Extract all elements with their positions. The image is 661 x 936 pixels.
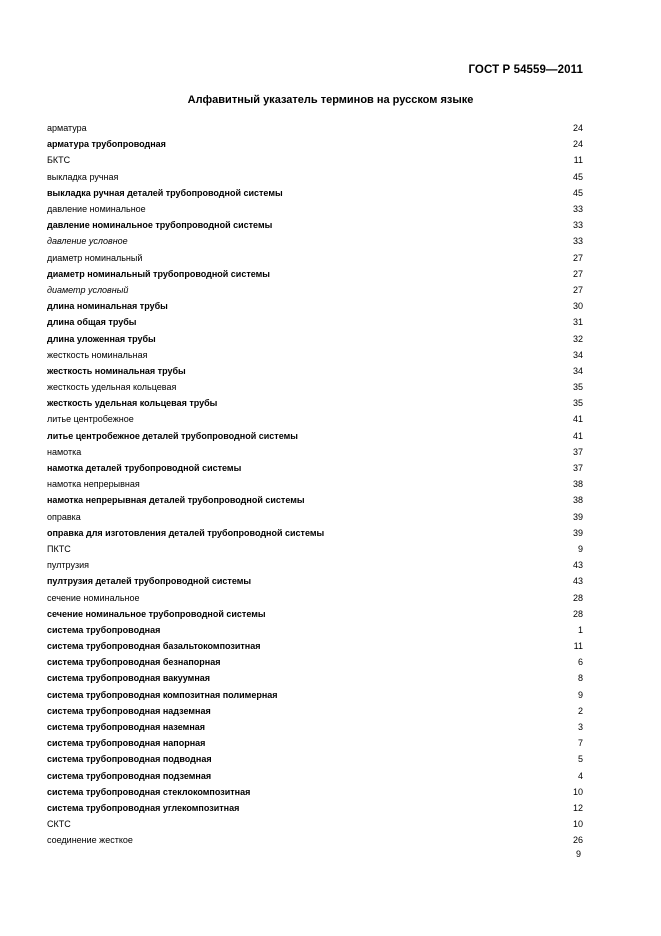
index-term: диаметр номинальный трубопроводной системы bbox=[47, 268, 270, 279]
index-entry bbox=[47, 654, 583, 670]
index-page-ref: 39 bbox=[572, 527, 583, 538]
index-term: давление номинальное bbox=[47, 204, 146, 215]
index-page-ref: 43 bbox=[572, 576, 583, 587]
index-entry bbox=[47, 217, 583, 233]
index-term: арматура bbox=[47, 123, 87, 134]
index-entry bbox=[47, 428, 583, 444]
index-page-ref: 27 bbox=[572, 268, 583, 279]
index-term: система трубопроводная базальтокомпозитная bbox=[47, 641, 261, 652]
index-term: литье центробежное деталей трубопроводной системы bbox=[47, 430, 298, 441]
index-term: давление номинальное трубопроводной системы bbox=[47, 220, 273, 231]
index-page-ref: 32 bbox=[572, 333, 583, 344]
index-entry bbox=[47, 573, 583, 589]
index-term: диаметр номинальный bbox=[47, 252, 143, 263]
index-page-ref: 11 bbox=[573, 641, 583, 652]
document-code: ГОСТ Р 54559—2011 bbox=[468, 64, 583, 76]
index-term: система трубопроводная вакуумная bbox=[47, 673, 211, 684]
index-entry bbox=[47, 363, 583, 379]
index-term: давление условное bbox=[47, 236, 128, 247]
index-page-ref: 38 bbox=[572, 495, 583, 506]
index-term: ПКТС bbox=[47, 543, 71, 554]
index-entry bbox=[47, 670, 583, 686]
index-entry bbox=[47, 525, 583, 541]
index-entry bbox=[47, 638, 583, 654]
index-term: система трубопроводная надземная bbox=[47, 705, 211, 716]
index-page-ref: 24 bbox=[572, 139, 583, 150]
index-entry bbox=[47, 298, 583, 314]
index-entry bbox=[47, 330, 583, 346]
index-term: пултрузия bbox=[47, 560, 89, 571]
index-page-ref: 27 bbox=[572, 284, 583, 295]
index-page-ref: 34 bbox=[572, 349, 583, 360]
index-entry bbox=[47, 816, 583, 832]
index-entry bbox=[47, 185, 583, 201]
index-entry bbox=[47, 589, 583, 605]
index-term: намотка непрерывная bbox=[47, 479, 140, 490]
index-term: система трубопроводная bbox=[47, 624, 161, 635]
index-entry bbox=[47, 460, 583, 476]
index-entry bbox=[47, 411, 583, 427]
index-term: система трубопроводная композитная полимерная bbox=[47, 689, 278, 700]
index-term: система трубопроводная подводная bbox=[47, 754, 212, 765]
index-term: жесткость номинальная bbox=[47, 349, 148, 360]
index-entry bbox=[47, 266, 583, 282]
index-page-ref: 41 bbox=[572, 430, 583, 441]
index-entry bbox=[47, 395, 583, 411]
term-index-list bbox=[47, 120, 583, 848]
index-term: длина уложенная трубы bbox=[47, 333, 156, 344]
index-term: СКТС bbox=[47, 819, 71, 830]
index-title: Алфавитный указатель терминов на русском языке bbox=[187, 94, 474, 106]
index-entry bbox=[47, 347, 583, 363]
index-page-ref: 35 bbox=[572, 398, 583, 409]
index-page-ref: 41 bbox=[572, 414, 583, 425]
index-page-ref: 33 bbox=[572, 236, 583, 247]
index-term: пултрузия деталей трубопроводной системы bbox=[47, 576, 252, 587]
index-term: арматура трубопроводная bbox=[47, 139, 166, 150]
index-page-ref: 26 bbox=[572, 835, 583, 846]
index-entry bbox=[47, 152, 583, 168]
index-term: система трубопроводная безнапорная bbox=[47, 657, 221, 668]
index-entry bbox=[47, 233, 583, 249]
index-term: система трубопроводная наземная bbox=[47, 722, 206, 733]
index-page-ref: 10 bbox=[572, 786, 583, 797]
index-entry bbox=[47, 509, 583, 525]
index-page-ref: 7 bbox=[577, 738, 583, 749]
index-page-ref: 38 bbox=[572, 479, 583, 490]
index-entry bbox=[47, 735, 583, 751]
index-entry bbox=[47, 800, 583, 816]
index-page-ref: 39 bbox=[572, 511, 583, 522]
index-entry bbox=[47, 169, 583, 185]
index-entry bbox=[47, 784, 583, 800]
index-term: соединение жесткое bbox=[47, 835, 133, 846]
index-entry bbox=[47, 136, 583, 152]
index-page-ref: 45 bbox=[572, 187, 583, 198]
index-term: жесткость номинальная трубы bbox=[47, 365, 186, 376]
index-term: сечение номинальное трубопроводной системы bbox=[47, 608, 266, 619]
index-entry bbox=[47, 476, 583, 492]
index-page-ref: 6 bbox=[577, 657, 583, 668]
index-entry bbox=[47, 703, 583, 719]
index-page-ref: 1 bbox=[577, 624, 583, 635]
page-number: 9 bbox=[575, 849, 581, 859]
index-term: диаметр условный bbox=[47, 284, 129, 295]
index-page-ref: 11 bbox=[573, 155, 583, 166]
index-page-ref: 34 bbox=[572, 365, 583, 376]
index-entry bbox=[47, 541, 583, 557]
index-term: оправка для изготовления деталей трубопроводной системы bbox=[47, 527, 325, 538]
index-term: намотка bbox=[47, 446, 82, 457]
index-page-ref: 5 bbox=[577, 754, 583, 765]
index-term: намотка деталей трубопроводной системы bbox=[47, 463, 242, 474]
index-term: длина номинальная трубы bbox=[47, 301, 168, 312]
index-page-ref: 28 bbox=[572, 608, 583, 619]
index-entry bbox=[47, 282, 583, 298]
index-term: литье центробежное bbox=[47, 414, 134, 425]
index-term: сечение номинальное bbox=[47, 592, 140, 603]
index-entry bbox=[47, 444, 583, 460]
index-entry bbox=[47, 719, 583, 735]
index-page-ref: 33 bbox=[572, 220, 583, 231]
index-entry bbox=[47, 687, 583, 703]
index-page-ref: 8 bbox=[577, 673, 583, 684]
index-page-ref: 2 bbox=[577, 705, 583, 716]
index-term: система трубопроводная напорная bbox=[47, 738, 206, 749]
index-entry bbox=[47, 250, 583, 266]
index-entry bbox=[47, 768, 583, 784]
index-page-ref: 31 bbox=[572, 317, 583, 328]
index-term: система трубопроводная стеклокомпозитная bbox=[47, 786, 251, 797]
index-page-ref: 37 bbox=[572, 446, 583, 457]
index-entry bbox=[47, 832, 583, 848]
index-term: оправка bbox=[47, 511, 81, 522]
index-entry bbox=[47, 751, 583, 767]
index-term: система трубопроводная подземная bbox=[47, 770, 212, 781]
index-page-ref: 4 bbox=[577, 770, 583, 781]
index-page-ref: 24 bbox=[572, 123, 583, 134]
index-page-ref: 3 bbox=[577, 722, 583, 733]
index-page-ref: 43 bbox=[572, 560, 583, 571]
index-term: выкладка ручная деталей трубопроводной системы bbox=[47, 187, 283, 198]
index-page-ref: 45 bbox=[572, 171, 583, 182]
index-entry bbox=[47, 622, 583, 638]
index-page-ref: 10 bbox=[572, 819, 583, 830]
index-term: намотка непрерывная деталей трубопроводной системы bbox=[47, 495, 305, 506]
index-entry bbox=[47, 314, 583, 330]
index-page-ref: 9 bbox=[577, 543, 583, 554]
index-entry bbox=[47, 492, 583, 508]
index-term: жесткость удельная кольцевая трубы bbox=[47, 398, 218, 409]
index-page-ref: 37 bbox=[572, 463, 583, 474]
index-page-ref: 30 bbox=[572, 301, 583, 312]
index-page-ref: 28 bbox=[572, 592, 583, 603]
index-page-ref: 35 bbox=[572, 382, 583, 393]
index-term: выкладка ручная bbox=[47, 171, 119, 182]
index-entry bbox=[47, 379, 583, 395]
index-term: длина общая трубы bbox=[47, 317, 137, 328]
index-page-ref: 12 bbox=[572, 802, 583, 813]
index-entry bbox=[47, 201, 583, 217]
index-page-ref: 9 bbox=[577, 689, 583, 700]
index-page-ref: 33 bbox=[572, 204, 583, 215]
index-entry bbox=[47, 606, 583, 622]
index-page-ref: 27 bbox=[572, 252, 583, 263]
index-term: жесткость удельная кольцевая bbox=[47, 382, 177, 393]
index-term: БКТС bbox=[47, 155, 71, 166]
index-entry bbox=[47, 120, 583, 136]
index-entry bbox=[47, 557, 583, 573]
index-term: система трубопроводная углекомпозитная bbox=[47, 802, 240, 813]
